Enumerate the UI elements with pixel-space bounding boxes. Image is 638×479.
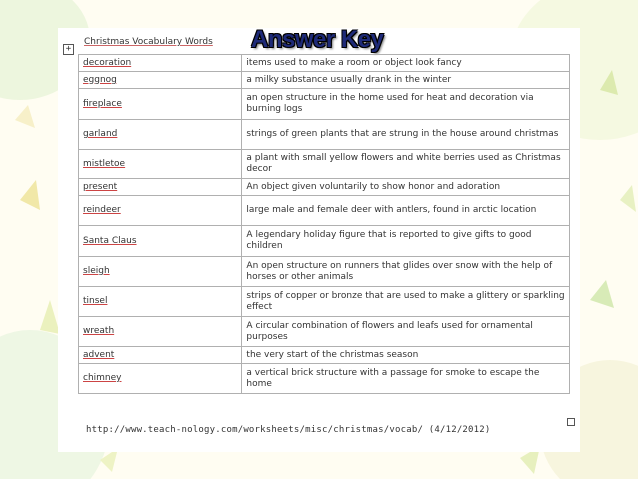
vocab-word-cell [79, 257, 242, 287]
vocab-word: garland [83, 129, 118, 139]
vocab-word-cell [79, 89, 242, 120]
table-move-handle-icon[interactable]: + [63, 44, 74, 55]
vocab-definition: An object given voluntarily to show honor and adoration [242, 179, 570, 196]
vocab-definition: an open structure in the home used for heat and decoration via burning logs [242, 89, 570, 120]
vocab-word: wreath [83, 326, 115, 336]
table-title: Christmas Vocabulary Words [84, 37, 213, 47]
vocab-word: mistletoe [83, 158, 126, 169]
vocab-word: Santa Claus [83, 235, 137, 246]
vocab-word-cell [79, 150, 242, 179]
vocab-word-cell [79, 55, 242, 72]
vocab-word: tinsel [83, 296, 108, 306]
vocab-definition: A legendary holiday figure that is reported to give gifts to good children [242, 226, 570, 257]
table-row [79, 317, 570, 347]
table-row [79, 364, 570, 394]
vocab-word-cell [79, 364, 242, 394]
vocab-definition: strips of copper or bronze that are used to make a glittery or sparkling effect [242, 287, 570, 317]
table-row [79, 257, 570, 287]
vocab-definition: large male and female deer with antlers, found in arctic location [242, 196, 570, 226]
table-row [79, 347, 570, 364]
vocab-definition: An open structure on runners that glides over snow with the help of horses or other animals [242, 257, 570, 287]
answer-key-heading: Answer Key [251, 26, 384, 53]
vocab-word: advent [83, 349, 115, 360]
vocab-word: eggnog [83, 74, 117, 85]
vocab-word: fireplace [83, 98, 122, 109]
vocab-word-cell [79, 179, 242, 196]
source-url: http://www.teach-nology.com/worksheets/misc/christmas/vocab/ (4/12/2012) [86, 425, 491, 435]
table-row [79, 89, 570, 120]
vocab-definition: a vertical brick structure with a passage for smoke to escape the home [242, 364, 570, 394]
vocab-word: present [83, 181, 118, 192]
vocab-definition: the very start of the christmas season [242, 347, 570, 364]
vocab-word: sleigh [83, 266, 110, 276]
table-row [79, 72, 570, 89]
vocab-word-cell [79, 317, 242, 347]
table-resize-handle[interactable] [567, 418, 575, 426]
table-row [79, 287, 570, 317]
table-row [79, 120, 570, 150]
vocab-word: reindeer [83, 205, 121, 215]
table-row [79, 179, 570, 196]
vocab-word-cell [79, 120, 242, 150]
vocab-word-cell [79, 196, 242, 226]
vocab-definition: strings of green plants that are strung in the house around christmas [242, 120, 570, 150]
vocab-word: decoration [83, 57, 132, 68]
vocab-word-cell [79, 72, 242, 89]
table-row [79, 226, 570, 257]
vocab-definition: items used to make a room or object look fancy [242, 55, 570, 72]
table-row [79, 196, 570, 226]
vocab-definition: a plant with small yellow flowers and white berries used as Christmas decor [242, 150, 570, 179]
vocab-definition: A circular combination of flowers and leafs used for ornamental purposes [242, 317, 570, 347]
table-row [79, 55, 570, 72]
table-row [79, 150, 570, 179]
vocab-word-cell [79, 226, 242, 257]
vocab-word-cell [79, 287, 242, 317]
vocabulary-table [78, 54, 570, 394]
vocab-word-cell [79, 347, 242, 364]
vocab-definition: a milky substance usually drank in the winter [242, 72, 570, 89]
vocab-word: chimney [83, 373, 122, 383]
